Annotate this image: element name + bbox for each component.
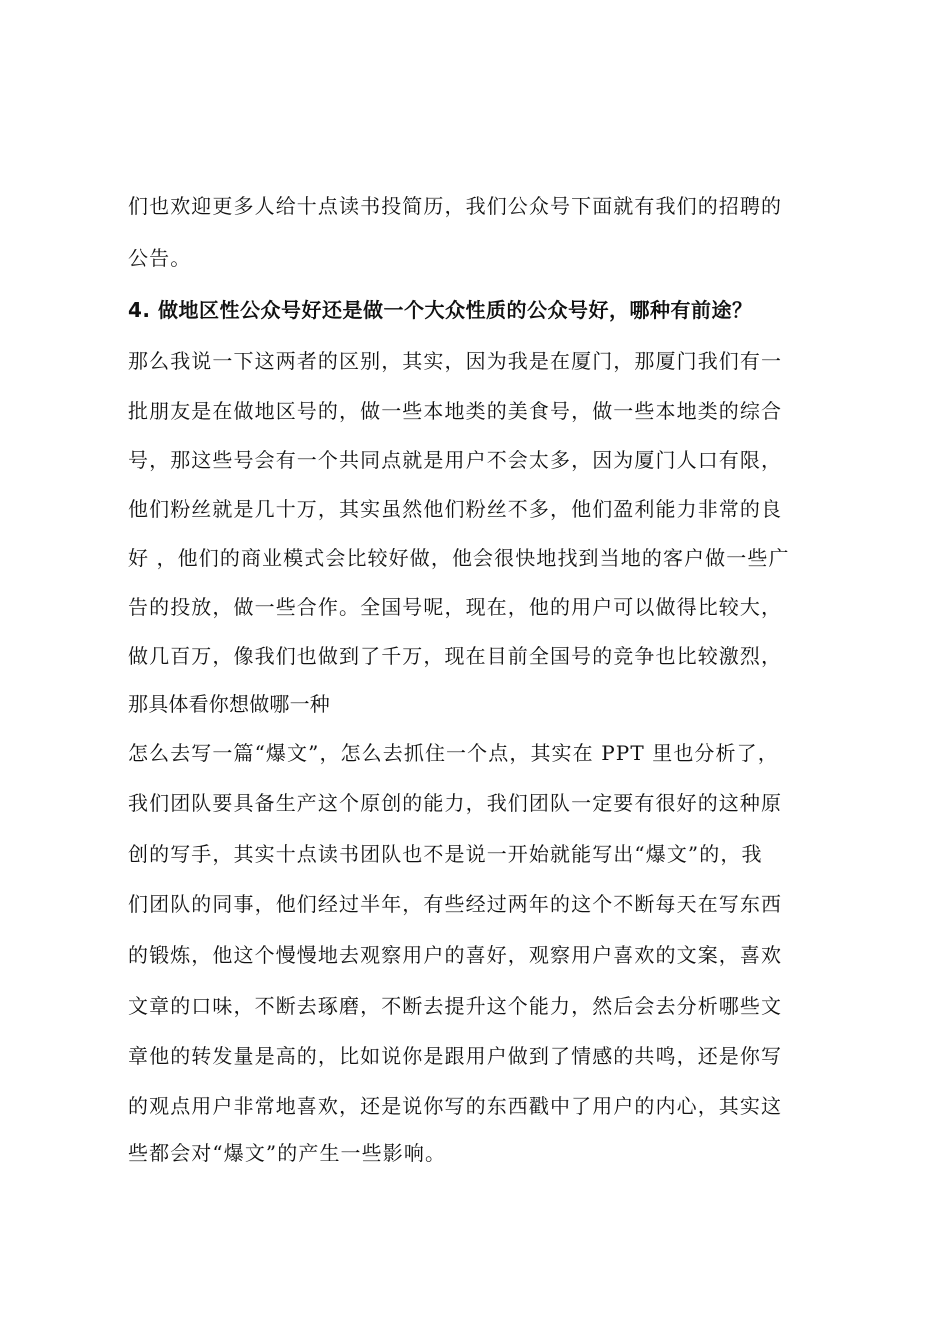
- text-line: 的观点用户非常地喜欢，还是说你写的东西戳中了用户的内心，其实这: [128, 1094, 783, 1118]
- text-line: 好 ，他们的商业模式会比较好做，他会很快地找到当地的客户做一些广: [128, 546, 790, 570]
- text-line: 批朋友是在做地区号的，做一些本地类的美食号，做一些本地类的综合: [128, 399, 783, 423]
- text-line: 我们团队要具备生产这个原创的能力，我们团队一定要有很好的这种原: [128, 791, 783, 815]
- text-line: 文章的口味，不断去琢磨，不断去提升这个能力，然后会去分析哪些文: [128, 994, 783, 1018]
- text-line: 们也欢迎更多人给十点读书投简历，我们公众号下面就有我们的招聘的: [128, 194, 783, 218]
- text-line: 章他的转发量是高的，比如说你是跟用户做到了情感的共鸣，还是你写: [128, 1044, 783, 1068]
- text-line: 怎么去写一篇“爆文”，怎么去抓住一个点，其实在 PPT 里也分析了，: [128, 741, 779, 765]
- text-line: 那具体看你想做哪一种: [128, 692, 330, 716]
- text-line: 些都会对“爆文”的产生一些影响。: [128, 1141, 447, 1165]
- text-line: 号，那这些号会有一个共同点就是用户不会太多，因为厦门人口有限，: [128, 448, 783, 472]
- text-line: 的锻炼，他这个慢慢地去观察用户的喜好，观察用户喜欢的文案，喜欢: [128, 943, 783, 967]
- text-line: 那么我说一下这两者的区别，其实，因为我是在厦门，那厦门我们有一: [128, 349, 783, 373]
- text-line: 们团队的同事，他们经过半年，有些经过两年的这个不断每天在写东西: [128, 892, 783, 916]
- text-line: 告的投放，做一些合作。全国号呢，现在，他的用户可以做得比较大，: [128, 595, 783, 619]
- text-line: 创的写手，其实十点读书团队也不是说一开始就能写出“爆文”的，我: [128, 842, 763, 866]
- text-line: 他们粉丝就是几十万，其实虽然他们粉丝不多，他们盈利能力非常的良: [128, 497, 783, 521]
- text-line: 做几百万，像我们也做到了千万，现在目前全国号的竞争也比较激烈，: [128, 644, 783, 668]
- section-heading: 4. 做地区性公众号好还是做一个大众性质的公众号好，哪种有前途？: [128, 298, 753, 322]
- text-line: 公告。: [128, 246, 192, 270]
